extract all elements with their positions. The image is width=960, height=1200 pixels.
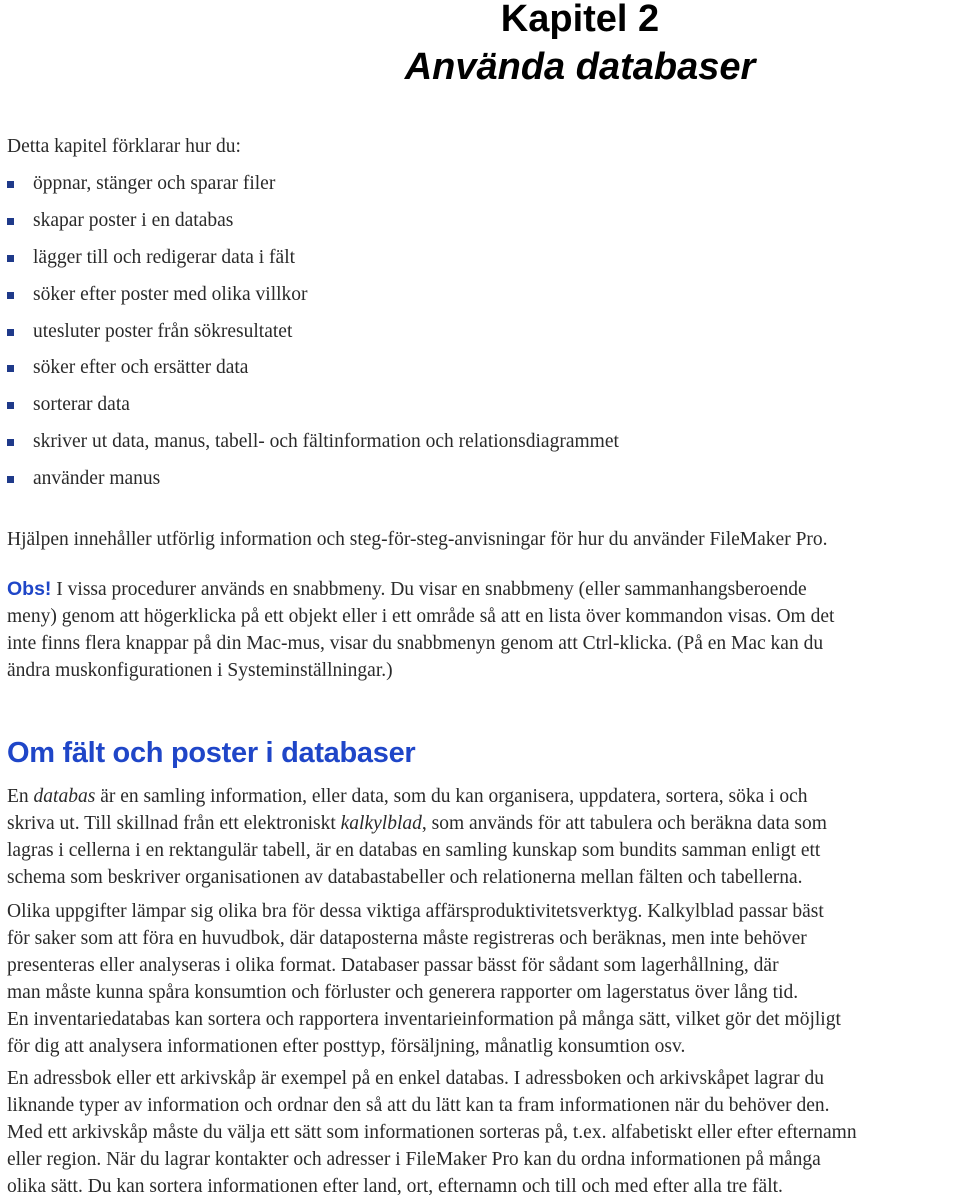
text-run: skriva ut. Till skillnad från ett elektroniskt xyxy=(7,813,341,834)
text-run: är en samling information, eller data, som du kan organisera, uppdatera, sortera, söka i och xyxy=(95,786,808,807)
list-item xyxy=(7,354,619,391)
list-item xyxy=(7,318,619,355)
paragraph-line: Olika uppgifter lämpar sig olika bra för dessa viktiga affärsproduktivitetsverktyg. Kalkylblad passar bäst xyxy=(7,901,824,922)
list-item-label: skriver ut data, manus, tabell- och fältinformation och relationsdiagrammet xyxy=(33,431,619,453)
note-line: inte finns flera knappar på din Mac-mus, visar du snabbmenyn genom att Ctrl-klicka. (På en Mac kan du xyxy=(7,633,824,654)
list-item xyxy=(7,170,619,207)
paragraph-line: En adressbok eller ett arkivskåp är exempel på en enkel databas. I adressboken och arkivskåpet lagrar du xyxy=(7,1068,825,1089)
chapter-number: Kapitel 2 xyxy=(500,0,660,40)
paragraph-line: schema som beskriver organisationen av databastabeller och relationerna mellan fälten och tabellerna. xyxy=(7,867,803,888)
list-item xyxy=(7,465,619,502)
chapter-title: Använda databaser xyxy=(404,46,756,88)
paragraph-line: olika sätt. Du kan sortera informationen efter land, ort, efternamn och till och med efter alla tre fält. xyxy=(7,1176,783,1197)
bullet-square-icon xyxy=(7,292,14,299)
list-item xyxy=(7,391,619,428)
paragraph-line xyxy=(7,783,953,810)
paragraph-line: man måste kunna spåra konsumtion och förluster och generera rapporter om lagerstatus över lång tid. xyxy=(7,982,799,1003)
bullet-square-icon xyxy=(7,476,14,483)
list-item-label: utesluter poster från sökresultatet xyxy=(33,320,293,342)
note-block xyxy=(7,576,953,684)
paragraph-line: presenteras eller analyseras i olika format. Databaser passar bässt för sådant som lagerhållning, där xyxy=(7,955,779,976)
list-item-label: skapar poster i en databas xyxy=(33,209,234,231)
list-item-label: söker efter poster med olika villkor xyxy=(33,283,308,305)
help-text: Hjälpen innehåller utförlig information och steg-för-steg-anvisningar för hur du använder FileMaker Pro. xyxy=(7,529,828,550)
paragraph-line: liknande typer av information och ordnar den så att du lätt kan ta fram informationen när du behöver den. xyxy=(7,1095,830,1116)
note-line: I vissa procedurer används en snabbmeny. Du visar en snabbmeny (eller sammanhangsberoende xyxy=(56,579,807,600)
bullet-square-icon xyxy=(7,402,14,409)
emphasis-term: kalkylblad xyxy=(340,813,422,834)
paragraph xyxy=(7,1065,953,1200)
bullet-square-icon xyxy=(7,439,14,446)
paragraph xyxy=(7,898,953,1060)
topic-list xyxy=(7,170,619,502)
bullet-square-icon xyxy=(7,181,14,188)
bullet-square-icon xyxy=(7,365,14,372)
paragraph xyxy=(7,783,953,891)
paragraph-line: lagras i cellerna i en rektangulär tabell, är en databas en samling kunskap som bundits samman enligt ett xyxy=(7,840,821,861)
paragraph-line: för saker som att föra en huvudbok, där dataposterna måste registreras och beräknas, men inte behöver xyxy=(7,928,807,949)
paragraph-line: Med ett arkivskåp måste du välja ett sätt som informationen sorteras på, t.ex. alfabetiskt eller efter efternamn xyxy=(7,1122,857,1143)
list-item-label: söker efter och ersätter data xyxy=(33,357,249,379)
bullet-square-icon xyxy=(7,218,14,225)
list-item xyxy=(7,281,619,318)
list-item-label: lägger till och redigerar data i fält xyxy=(33,246,296,268)
paragraph-line xyxy=(7,810,953,837)
paragraph-line: eller region. När du lagrar kontakter och adresser i FileMaker Pro kan du ordna informationen på många xyxy=(7,1149,821,1170)
text-run: , som används för att tabulera och beräkna data som xyxy=(421,813,827,834)
list-item xyxy=(7,207,619,244)
list-item-label: sorterar data xyxy=(33,394,130,416)
list-item-label: använder manus xyxy=(33,468,161,490)
bullet-square-icon xyxy=(7,329,14,336)
section-heading: Om fält och poster i databaser xyxy=(7,737,416,769)
list-item-label: öppnar, stänger och sparar filer xyxy=(33,173,276,194)
paragraph-line: för dig att analysera informationen efter posttyp, försäljning, månatlig konsumtion osv. xyxy=(7,1036,686,1057)
list-item xyxy=(7,428,619,465)
paragraph-line: En inventariedatabas kan sortera och rapportera inventarieinformation på många sätt, vilket gör det möjligt xyxy=(7,1009,841,1030)
bullet-square-icon xyxy=(7,255,14,262)
note-line: meny) genom att högerklicka på ett objekt eller i ett område så att en lista över kommandon visas. Om det xyxy=(7,606,835,627)
emphasis-term: databas xyxy=(33,786,96,807)
text-run: En xyxy=(7,786,34,807)
list-item xyxy=(7,244,619,281)
note-label: Obs! xyxy=(7,578,52,600)
note-line: ändra muskonfigurationen i Systeminställningar.) xyxy=(7,660,393,681)
intro-text: Detta kapitel förklarar hur du: xyxy=(7,136,241,157)
